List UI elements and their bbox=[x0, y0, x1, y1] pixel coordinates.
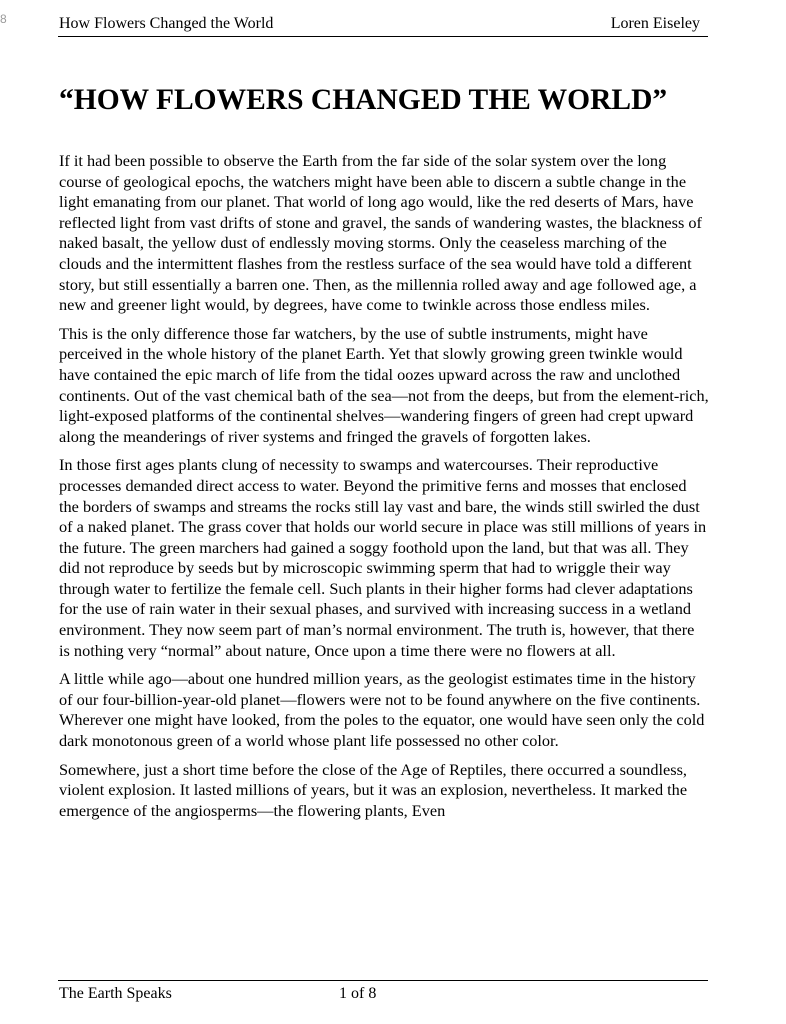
paragraph: In those first ages plants clung of necessity to swamps and watercourses. Their reproductive processes demanded direct access to water. Beyond the primitive ferns and mosses that enclosed the borders of swamps and streams the rocks still lay vast and bare, the winds still swirled the dust of a naked planet. The grass cover that holds our world secure in place was still millions of years in the future. The green marchers had gained a soggy foothold upon the land, but that was all. They did not reproduce by seeds but by microscopic swimming sperm that had to wriggle their way through water to fertilize the female cell. Such plants in their higher forms had clever adaptations for the use of rain water in their sexual phases, and survived with increasing success in a wetland environment. They now seem part of man’s normal environment. The truth is, however, that there is nothing very “normal” about nature, Once upon a time there were no flowers at all. bbox=[59, 455, 707, 660]
paragraph: A little while ago—about one hundred million years, as the geologist estimates time in the history of our four-billion-year-old planet—flowers were not to be found anywhere on the five continents. Wherever one might have looked, from the poles to the equator, one would have seen only the cold dark monotonous green of a world whose plant life possessed no other color. bbox=[59, 669, 705, 751]
header-author: Loren Eiseley bbox=[610, 15, 700, 32]
footer-book-title: The Earth Speaks bbox=[59, 985, 172, 1002]
page-title: “HOW FLOWERS CHANGED THE WORLD” bbox=[59, 84, 668, 116]
header-title: How Flowers Changed the World bbox=[59, 15, 274, 32]
paragraph: Somewhere, just a short time before the close of the Age of Reptiles, there occurred a soundless, violent explosion. It lasted millions of years, but it was an explosion, nevertheless. It marked the emergence of the angiosperms—the flowering plants, Even bbox=[59, 759, 688, 820]
footer-page-number: 1 of 8 bbox=[339, 985, 377, 1002]
running-footer bbox=[58, 980, 708, 1007]
running-header bbox=[58, 14, 708, 37]
margin-page-number: 8 bbox=[0, 12, 7, 26]
paragraph: This is the only difference those far watchers, by the use of subtle instruments, might have perceived in the whole history of the planet Earth. Yet that slowly growing green twinkle would have contained the epic march of life from the tidal oozes upward across the raw and unclothed continents. Out of the vast chemical bath of the sea—not from the deeps, but from the element-rich, light-exposed platforms of the continental shelves—wandering fingers of green had crept upward along the meanderings of river systems and fringed the gravels of forgotten lakes. bbox=[59, 323, 709, 446]
paragraph: If it had been possible to observe the Earth from the far side of the solar system over the long course of geological epochs, the watchers might have been able to discern a subtle change in the light emanating from our planet. That world of long ago would, like the red deserts of Mars, have reflected light from vast drifts of stone and gravel, the sands of wandering wastes, the blackness of naked basalt, the yellow dust of endlessly moving storms. Only the ceaseless marching of the clouds and the intermittent flashes from the restless surface of the sea would have told a different story, but still essentially a barren one. Then, as the millennia rolled away and age followed age, a new and greener light would, by degrees, have come to twinkle across those endless miles. bbox=[59, 151, 702, 315]
body-text bbox=[59, 151, 709, 829]
